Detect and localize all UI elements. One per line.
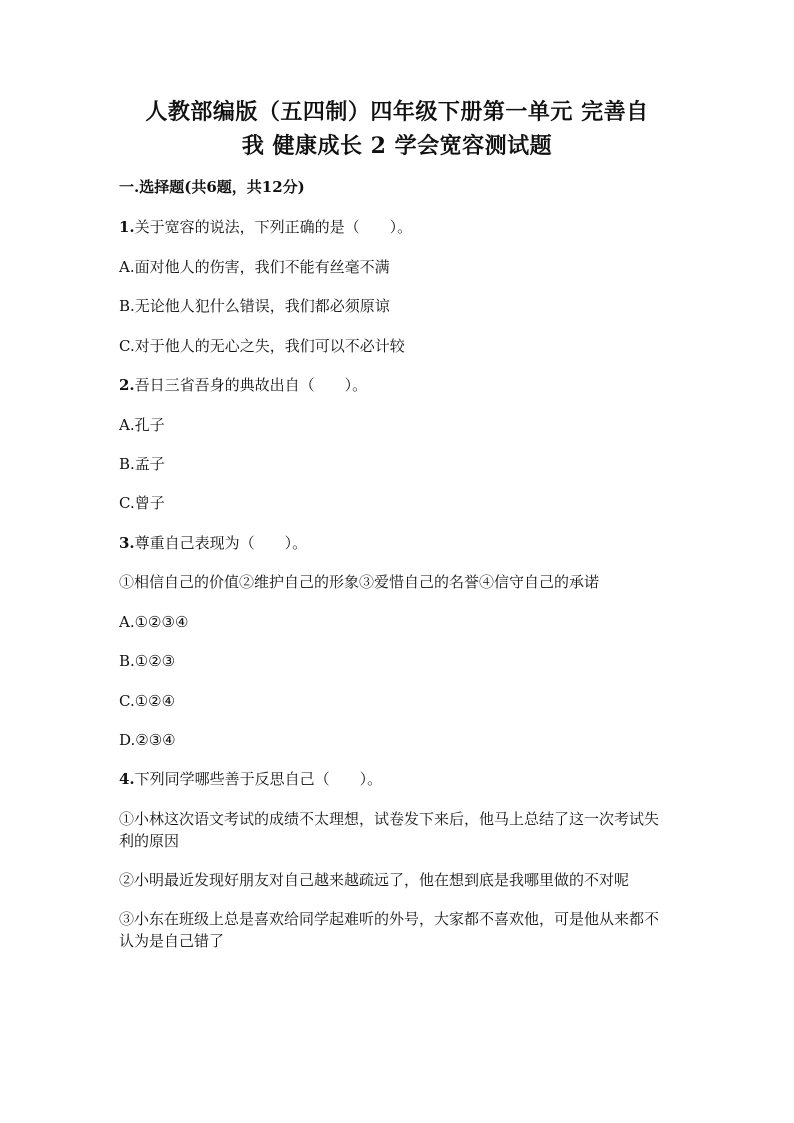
question-number: 3. — [119, 534, 135, 552]
question-3-option-d: D.②③④ — [119, 731, 176, 749]
question-3-option-c: C.①②④ — [119, 692, 176, 710]
question-3 — [119, 532, 679, 554]
question-2-option-c: C.曾子 — [119, 494, 165, 512]
question-1-option-a: A.面对他人的伤害，我们不能有丝毫不满 — [119, 258, 390, 276]
page-title-line-1: 人教部编版（五四制）四年级下册第一单元 完善自 — [145, 99, 649, 125]
question-2-option-a: A.孔子 — [119, 416, 165, 434]
question-3-statement: ①相信自己的价值②维护自己的形象③爱惜自己的名誉④信守自己的承诺 — [119, 573, 600, 591]
question-number: 2. — [119, 376, 135, 394]
page-title-line-2: 我 健康成长 2 学会宽容测试题 — [241, 133, 553, 159]
question-4-statement-1: ①小林这次语文考试的成绩不太理想，试卷发下来后，他马上总结了这一次考试失利的原因 — [119, 810, 660, 850]
question-number: 1. — [119, 218, 135, 236]
question-4 — [119, 768, 679, 790]
question-3-option-b: B.①②③ — [119, 652, 176, 670]
question-4-statement-2: ②小明最近发现好朋友对自己越来越疏远了，他在想到底是我哪里做的不对呢 — [119, 871, 630, 889]
question-1 — [119, 216, 679, 238]
question-stem: 下列同学哪些善于反思自己（ ）。 — [134, 770, 383, 788]
question-3-option-a: A.①②③④ — [119, 613, 189, 631]
section-heading: 一.选择题(共6题，共12分) — [119, 178, 305, 196]
question-number: 4. — [119, 770, 135, 788]
question-stem: 尊重自己表现为（ ）。 — [134, 534, 308, 552]
question-stem: 关于宽容的说法，下列正确的是（ ）。 — [134, 218, 413, 236]
question-stem: 吾日三省吾身的典故出自（ ）。 — [134, 376, 368, 394]
question-4-statement-3: ③小东在班级上总是喜欢给同学起难听的外号，大家都不喜欢他，可是他从来都不认为是自己错了 — [119, 910, 660, 950]
question-1-option-c: C.对于他人的无心之失，我们可以不必计较 — [119, 337, 405, 355]
question-2 — [119, 374, 679, 396]
question-1-option-b: B.无论他人犯什么错误，我们都必须原谅 — [119, 297, 390, 315]
question-2-option-b: B.孟子 — [119, 455, 165, 473]
